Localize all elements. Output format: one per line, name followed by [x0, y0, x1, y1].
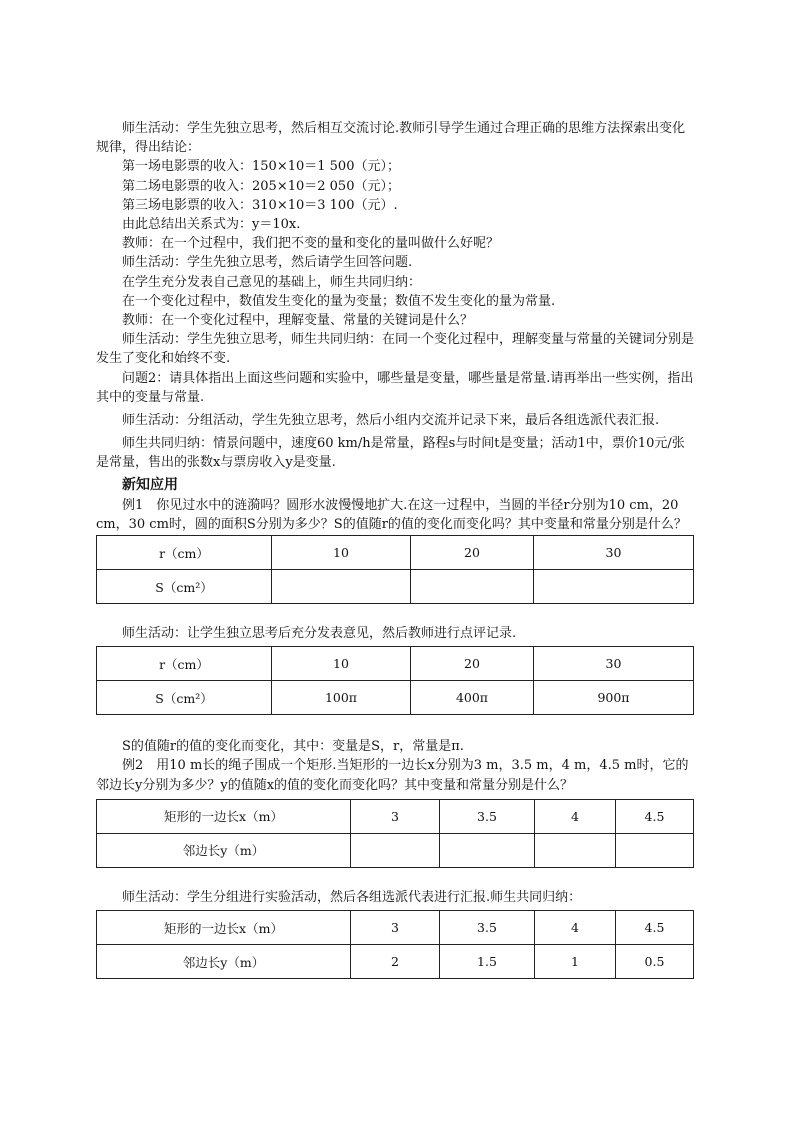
table-cell: 3.5 [440, 911, 535, 945]
table-cell: 900π [534, 681, 694, 715]
table-cell [411, 570, 534, 604]
table-cell: 0.5 [616, 945, 694, 979]
table-4-filled [96, 910, 694, 979]
paragraph: 教师：在一个变化过程中，理解变量、常量的关键词是什么？ [122, 313, 474, 329]
table-cell [535, 833, 616, 867]
table-row [97, 945, 694, 979]
table-cell: 邻边长y（m） [97, 945, 351, 979]
paragraph: 师生活动：让学生独立思考后充分发表意见，然后教师进行点评记录. [122, 626, 517, 642]
table-cell: 2 [351, 945, 440, 979]
table-row [97, 833, 694, 867]
table-cell: 400π [411, 681, 534, 715]
table-cell: 1 [535, 945, 616, 979]
table-cell: 30 [534, 536, 694, 570]
table-cell: 20 [411, 647, 534, 681]
paragraph: 第三场电影票的收入：310×10＝3 100（元）. [122, 197, 398, 213]
table-cell: S（cm²） [97, 681, 272, 715]
table-cell: 100π [272, 681, 411, 715]
table-cell: r（cm） [97, 647, 272, 681]
paragraph: 教师：在一个过程中，我们把不变的量和变化的量叫做什么好呢？ [122, 236, 500, 252]
paragraph: 师生活动：学生先独立思考，师生共同归纳：在同一个变化过程中，理解变量与常量的关键词分别是发生了变化和始终不变. [96, 332, 695, 367]
table-cell [272, 570, 411, 604]
table-cell: 3 [351, 911, 440, 945]
table-3-blank [96, 799, 694, 868]
table-row [97, 570, 694, 604]
example-1: 例1 你见过水中的涟漪吗？圆形水波慢慢地扩大.在这一过程中，当圆的半径r分别为10 cm，20 cm，30 cm时，圆的面积S分别为多少？S的值随r的值的变化而变化吗？其中变量和常量分别是什么？ [96, 497, 687, 532]
paragraph: 第一场电影票的收入：150×10＝1 500（元）； [122, 159, 400, 175]
paragraph: 师生活动：分组活动，学生先独立思考，然后小组内交流并记录下来，最后各组选派代表汇报. [122, 413, 660, 429]
section-heading: 新知应用 [122, 476, 178, 493]
table-cell: r（cm） [97, 536, 272, 570]
table-2-filled [96, 646, 694, 715]
table-cell [534, 570, 694, 604]
table-cell: 4.5 [616, 911, 694, 945]
table-cell: 4 [535, 799, 616, 833]
table-cell: 1.5 [440, 945, 535, 979]
document-page [96, 119, 696, 979]
table-cell: 3.5 [440, 799, 535, 833]
paragraph: 在学生充分发表自己意见的基础上，师生共同归纳： [122, 274, 422, 290]
table-row [97, 681, 694, 715]
table-row [97, 647, 694, 681]
paragraph: 在一个变化过程中，数值发生变化的量为变量；数值不发生变化的量为常量. [122, 293, 556, 309]
table-cell [351, 833, 440, 867]
table-cell: 10 [272, 647, 411, 681]
paragraph: 问题2：请具体指出上面这些问题和实验中，哪些量是变量，哪些量是常量.请再举出一些实例，指出其中的变量与常量. [96, 370, 694, 405]
paragraph: 师生活动：学生先独立思考，然后相互交流讨论.教师引导学生通过合理正确的思维方法探索出变化规律，得出结论： [96, 121, 686, 156]
paragraph: S的值随r的值的变化而变化，其中：变量是S，r，常量是π. [122, 739, 464, 755]
table-cell [616, 833, 694, 867]
example-2: 例2 用10 m长的绳子围成一个矩形.当矩形的一边长x分别为3 m，3.5 m，4 m，4.5 m时，它的邻边长y分别为多少？y的值随x的值的变化而变化吗？其中变量和常量分别是什么？ [96, 758, 689, 793]
table-cell: 3 [351, 799, 440, 833]
paragraph: 由此总结出关系式为：y＝10x. [122, 217, 301, 233]
table-cell: 矩形的一边长x（m） [97, 911, 351, 945]
table-cell: 矩形的一边长x（m） [97, 799, 351, 833]
table-cell: 30 [534, 647, 694, 681]
table-cell: S（cm²） [97, 570, 272, 604]
paragraph: 师生活动：学生先独立思考，然后请学生回答问题. [122, 255, 413, 271]
table-row [97, 536, 694, 570]
table-cell: 邻边长y（m） [97, 833, 351, 867]
table-cell: 10 [272, 536, 411, 570]
table-row [97, 799, 694, 833]
table-cell [440, 833, 535, 867]
table-cell: 4.5 [616, 799, 694, 833]
table-row [97, 911, 694, 945]
table-cell: 4 [535, 911, 616, 945]
paragraph: 师生共同归纳：情景问题中，速度60 km/h是常量，路程s与时间t是变量；活动1中，票价10元/张是常量，售出的张数x与票房收入y是变量. [96, 436, 685, 471]
paragraph: 第二场电影票的收入：205×10＝2 050（元）； [122, 178, 400, 194]
table-1-blank [96, 535, 694, 604]
paragraph: 师生活动：学生分组进行实验活动，然后各组选派代表进行汇报.师生共同归纳： [122, 889, 582, 905]
table-cell: 20 [411, 536, 534, 570]
